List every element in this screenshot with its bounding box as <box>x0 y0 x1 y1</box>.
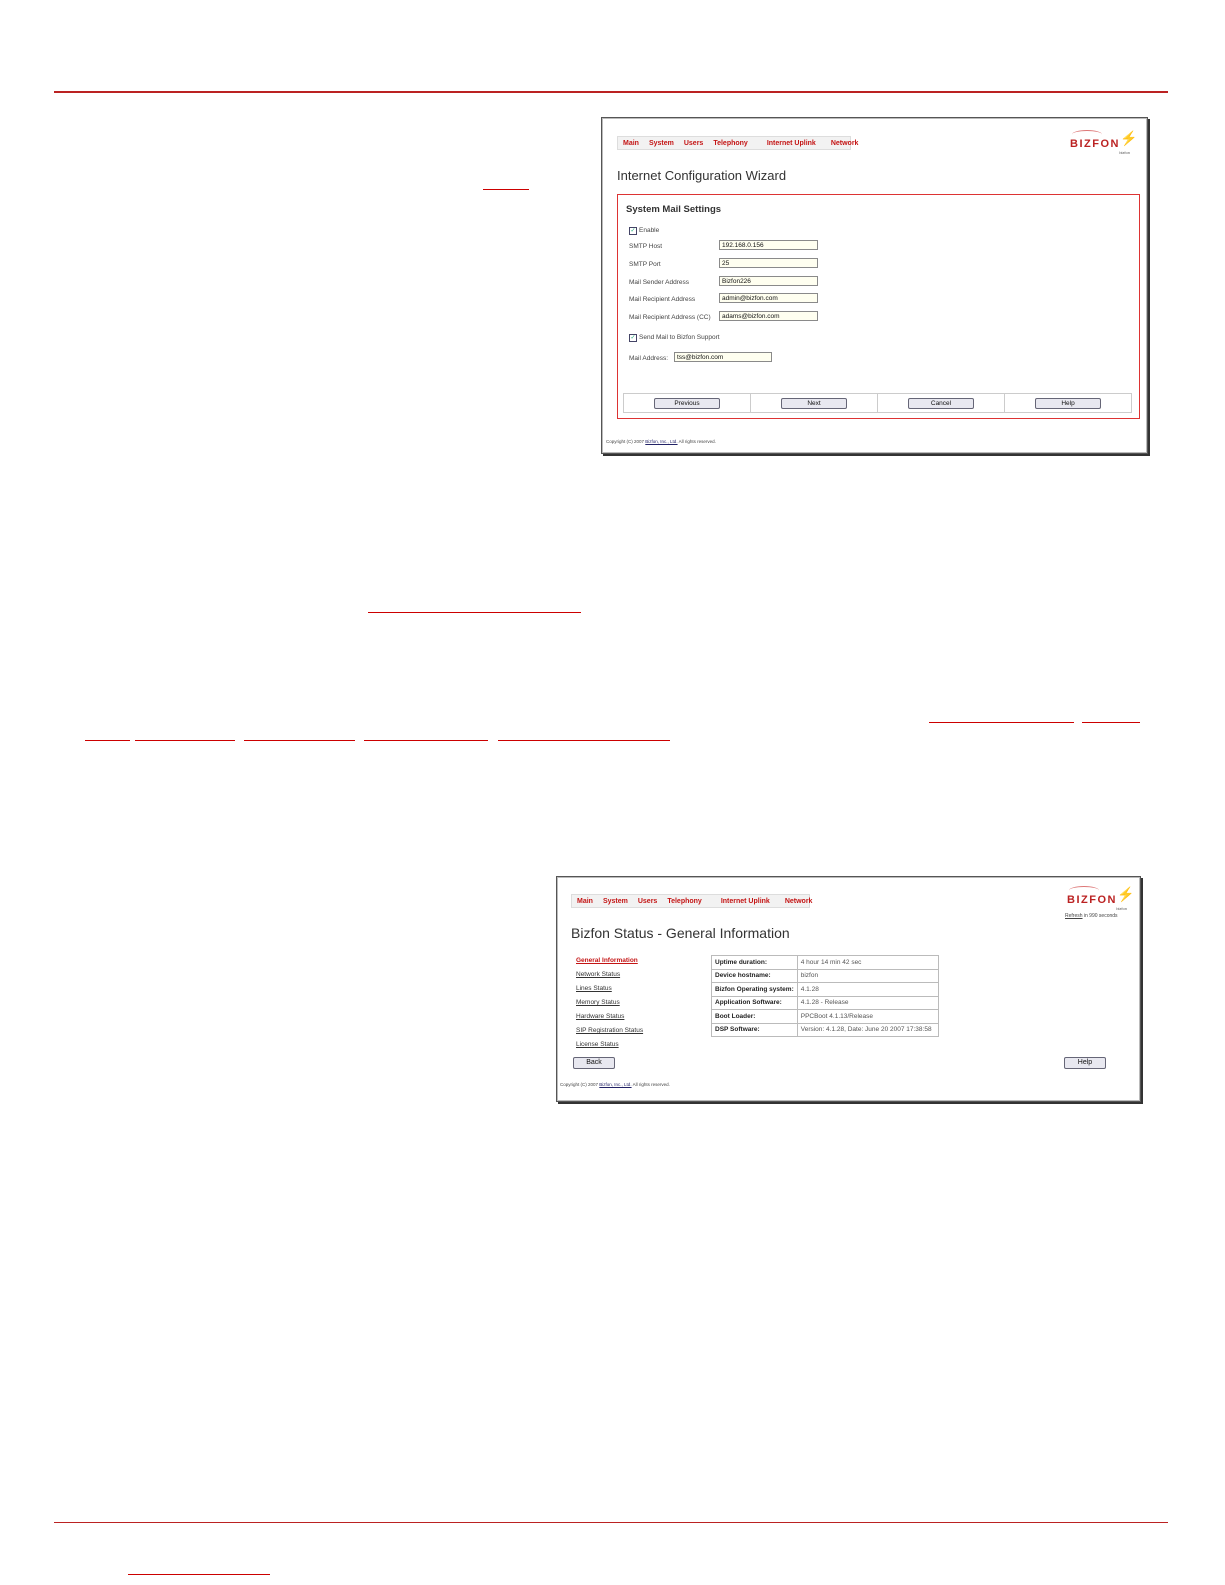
logo-arc <box>1069 886 1099 895</box>
send-support-label: Send Mail to Bizfon Support <box>639 334 720 341</box>
enable-checkbox[interactable]: ✓ <box>630 228 636 234</box>
status-navbar <box>571 894 813 908</box>
side-link-license-status[interactable]: License Status <box>576 1041 619 1048</box>
wizard-button-row <box>623 393 1132 413</box>
copyright-suffix: All rights reserved. <box>678 439 716 444</box>
row-key: Bizfon Operating system: <box>712 983 798 997</box>
row-value: Version: 4.1.28, Date: June 20 2007 17:38:58 <box>797 1023 938 1037</box>
nav-main[interactable]: Main <box>623 139 639 147</box>
smtp-host-field[interactable]: 192.168.0.156 <box>719 240 818 250</box>
logo-text: BIZFON <box>1070 138 1120 150</box>
page-title: Bizfon Status - General Information <box>571 925 790 941</box>
link-underline[interactable] <box>1082 722 1140 723</box>
general-info-table <box>711 955 939 1037</box>
side-link-lines-status[interactable]: Lines Status <box>576 985 612 992</box>
header-rule <box>54 91 1168 93</box>
cancel-button[interactable]: Cancel <box>908 398 974 409</box>
mail-settings-panel <box>617 194 1140 419</box>
send-support-checkbox[interactable]: ✓ <box>630 335 636 341</box>
mail-sender-field[interactable]: Bizfon226 <box>719 276 818 286</box>
copyright-prefix: Copyright (C) 2007 <box>560 1082 599 1087</box>
link-underline[interactable] <box>929 722 1074 723</box>
table-row <box>712 956 939 970</box>
help-cell <box>1005 394 1131 412</box>
nav-network[interactable]: Network <box>784 897 813 905</box>
nav-system[interactable]: System <box>648 139 674 147</box>
previous-button[interactable]: Previous <box>654 398 720 409</box>
copyright <box>560 1082 670 1087</box>
refresh-timer <box>1065 913 1118 919</box>
link-underline[interactable] <box>364 740 488 741</box>
logo-subtext: bizfon <box>1119 150 1130 155</box>
smtp-host-label: SMTP Host <box>629 243 663 250</box>
copyright <box>606 439 716 444</box>
side-link-network-status[interactable]: Network Status <box>576 971 621 978</box>
row-value: PPCBoot 4.1.13/Release <box>797 1010 938 1024</box>
footer-rule <box>54 1522 1168 1523</box>
row-key: Device hostname: <box>712 969 798 983</box>
smtp-port-field[interactable]: 25 <box>719 258 818 268</box>
page-title: Internet Configuration Wizard <box>617 168 787 183</box>
section-title: System Mail Settings <box>626 204 722 215</box>
copyright-link[interactable]: Bizfon, Inc., Ltd. <box>645 439 678 444</box>
smtp-port-label: SMTP Port <box>629 261 661 268</box>
wizard-navbar <box>617 136 859 150</box>
link-underline[interactable] <box>498 740 670 741</box>
mail-recipient-cc-field[interactable]: adams@bizfon.com <box>719 311 818 321</box>
table-row <box>712 969 939 983</box>
row-key: Boot Loader: <box>712 1010 798 1024</box>
mail-recipient-field[interactable]: admin@bizfon.com <box>719 293 818 303</box>
link-underline[interactable] <box>128 1574 270 1575</box>
table-row <box>712 1010 939 1024</box>
nav-network[interactable]: Network <box>830 139 859 147</box>
cancel-cell <box>878 394 1005 412</box>
side-link-memory-status[interactable]: Memory Status <box>576 999 620 1006</box>
row-value: bizfon <box>797 969 938 983</box>
nav-users[interactable]: Users <box>637 897 658 905</box>
side-link-general-information[interactable]: General Information <box>576 957 638 964</box>
runner-icon: ⚡ <box>1117 886 1135 902</box>
nav-system[interactable]: System <box>602 897 628 905</box>
link-underline[interactable] <box>85 740 130 741</box>
table-row <box>712 983 939 997</box>
runner-icon: ⚡ <box>1120 130 1138 146</box>
previous-cell <box>624 394 751 412</box>
next-cell <box>751 394 878 412</box>
copyright-link[interactable]: Bizfon, Inc., Ltd. <box>599 1082 632 1087</box>
row-value: 4 hour 14 min 42 sec <box>797 956 938 970</box>
logo-text: BIZFON <box>1067 894 1117 906</box>
nav-users[interactable]: Users <box>683 139 704 147</box>
mail-sender-label: Mail Sender Address <box>629 279 689 286</box>
row-key: Application Software: <box>712 996 798 1010</box>
mail-address-field[interactable]: tss@bizfon.com <box>674 352 772 362</box>
link-underline[interactable] <box>135 740 235 741</box>
mail-address-label: Mail Address: <box>629 355 669 362</box>
link-underline[interactable] <box>244 740 355 741</box>
side-link-hardware-status[interactable]: Hardware Status <box>576 1013 625 1020</box>
wizard-screenshot <box>601 117 1148 454</box>
mail-recipient-cc-label: Mail Recipient Address (CC) <box>629 314 711 321</box>
side-link-sip-registration-status[interactable]: SIP Registration Status <box>576 1027 644 1034</box>
next-button[interactable]: Next <box>781 398 847 409</box>
refresh-link[interactable]: Refresh <box>1065 913 1083 919</box>
bizfon-logo <box>1067 886 1135 912</box>
help-button[interactable]: Help <box>1035 398 1101 409</box>
nav-telephony[interactable]: Telephony <box>667 897 702 905</box>
refresh-text: in 990 seconds <box>1083 913 1118 919</box>
link-underline[interactable] <box>483 189 529 190</box>
nav-telephony[interactable]: Telephony <box>713 139 748 147</box>
row-key: DSP Software: <box>712 1023 798 1037</box>
mail-recipient-label: Mail Recipient Address <box>629 296 696 303</box>
nav-internet-uplink[interactable]: Internet Uplink <box>720 897 770 905</box>
logo-subtext: bizfon <box>1116 906 1127 911</box>
row-value: 4.1.28 <box>797 983 938 997</box>
status-screenshot <box>556 876 1141 1102</box>
link-underline[interactable] <box>368 612 581 613</box>
bizfon-logo <box>1070 130 1138 156</box>
copyright-suffix: All rights reserved. <box>632 1082 670 1087</box>
copyright-prefix: Copyright (C) 2007 <box>606 439 645 444</box>
nav-internet-uplink[interactable]: Internet Uplink <box>766 139 816 147</box>
logo-arc <box>1072 130 1102 139</box>
table-row <box>712 996 939 1010</box>
back-button[interactable]: Back <box>573 1057 615 1069</box>
enable-label: Enable <box>639 227 660 234</box>
row-value: 4.1.28 - Release <box>797 996 938 1010</box>
help-button[interactable]: Help <box>1064 1057 1106 1069</box>
nav-main[interactable]: Main <box>577 897 593 905</box>
table-row <box>712 1023 939 1037</box>
row-key: Uptime duration: <box>712 956 798 970</box>
